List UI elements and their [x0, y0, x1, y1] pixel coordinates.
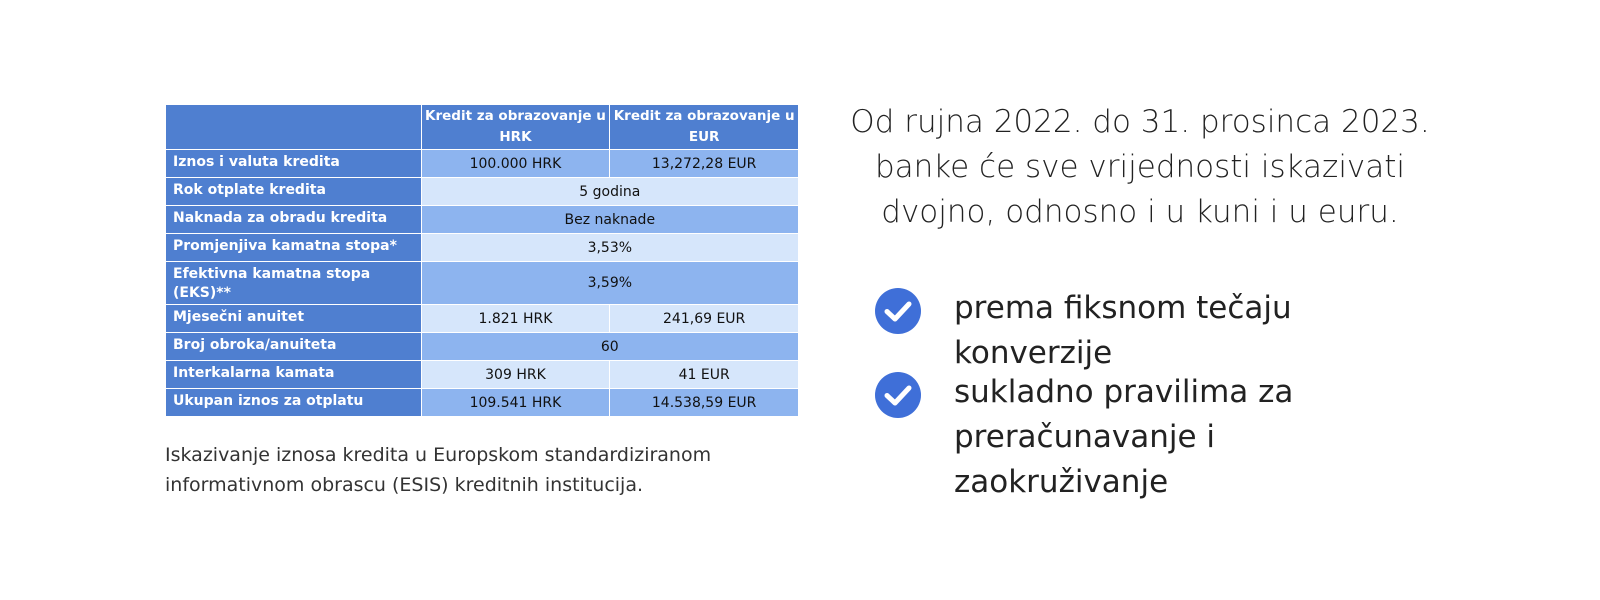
table-row — [166, 234, 799, 262]
table-row — [166, 305, 799, 333]
cell-merged: 3,53% — [421, 234, 798, 262]
bullet-text — [954, 286, 1434, 376]
cell-hrk: 309 HRK — [421, 361, 610, 389]
table-row — [166, 150, 799, 178]
row-label: Mjesečni anuitet — [166, 305, 422, 333]
headline-line: banke će sve vrijednosti iskazivati — [874, 149, 1406, 185]
headline-line: dvojno, odnosno i u kuni i u euru. — [881, 194, 1399, 230]
table-row — [166, 206, 799, 234]
row-label: Efektivna kamatna stopa (EKS)** — [166, 262, 422, 305]
bullet-line: prema fiksnom tečaju konverzije — [954, 290, 1292, 371]
headline — [850, 100, 1430, 235]
check-circle-icon — [875, 372, 921, 418]
row-label: Ukupan iznos za otplatu — [166, 389, 422, 417]
check-circle-icon — [875, 288, 921, 334]
row-label: Iznos i valuta kredita — [166, 150, 422, 178]
cell-eur: 241,69 EUR — [610, 305, 799, 333]
bullet-text — [954, 370, 1434, 505]
cell-hrk: 1.821 HRK — [421, 305, 610, 333]
table-header-blank — [166, 105, 422, 150]
loan-comparison-table — [165, 104, 799, 417]
table-header-eur: Kredit za obrazovanje u EUR — [610, 105, 799, 150]
cell-merged: 3,59% — [421, 262, 798, 305]
cell-hrk: 100.000 HRK — [421, 150, 610, 178]
cell-eur: 41 EUR — [610, 361, 799, 389]
caption-line: informativnom obrascu (ESIS) kreditnih institucija. — [165, 474, 644, 496]
table-row — [166, 333, 799, 361]
cell-hrk: 109.541 HRK — [421, 389, 610, 417]
bullet-item — [875, 372, 1434, 505]
caption-line: Iskazivanje iznosa kredita u Europskom standardiziranom — [165, 444, 712, 466]
bullet-line: preračunavanje i zaokruživanje — [954, 419, 1216, 500]
row-label: Promjenjiva kamatna stopa* — [166, 234, 422, 262]
cell-eur: 14.538,59 EUR — [610, 389, 799, 417]
table-header-hrk: Kredit za obrazovanje u HRK — [421, 105, 610, 150]
table-row — [166, 262, 799, 305]
cell-merged: 60 — [421, 333, 798, 361]
table-row — [166, 389, 799, 417]
row-label: Rok otplate kredita — [166, 178, 422, 206]
row-label: Interkalarna kamata — [166, 361, 422, 389]
cell-eur: 13,272,28 EUR — [610, 150, 799, 178]
bullet-line: sukladno pravilima za — [954, 374, 1294, 410]
cell-merged: Bez naknade — [421, 206, 798, 234]
table-caption — [165, 440, 765, 500]
headline-line: Od rujna 2022. do 31. prosinca 2023. — [850, 104, 1430, 140]
table-header-row — [166, 105, 799, 150]
row-label: Broj obroka/anuiteta — [166, 333, 422, 361]
row-label: Naknada za obradu kredita — [166, 206, 422, 234]
table-row — [166, 178, 799, 206]
bullet-item — [875, 288, 1434, 376]
cell-merged: 5 godina — [421, 178, 798, 206]
table-row — [166, 361, 799, 389]
